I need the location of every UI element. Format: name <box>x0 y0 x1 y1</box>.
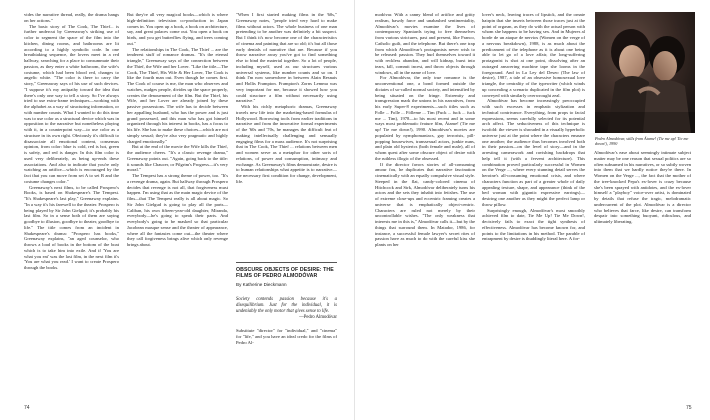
epigraph <box>236 297 337 320</box>
right-column-3 <box>594 150 691 402</box>
paragraph: Greenaway's next films, to be called Prospero's Books, is based on Shakespeare's The Tempest. "It's Shakespeare's last play," Greenaway explains. "In a way it's his farewell to the theater. Prospero is being played by Sir John Gielgud; it's probably his last film. So in a sense both of them are saying goodbye to illusion, goodbye to theater, goodbye to life." The title comes from an incident in Shakespeare's drama: "Prospero has books," Greenaway explains, "an aged counselor, who throws a load of books in the bottom of the boat which is to take him into exile. And if 'You are what you eat' was the last film, in the next film it's 'You are what you read.' I want to create Prospero through the books. <box>24 184 119 270</box>
paragraph: Almodóvar's ease about seemingly intimate subject matter may be one reason that sexual politics are so often subsumed in his narratives, or so subtly woven into them that we hardly notice they're there. In Women on the Verge ..., the fact that the mother of the tree-knocked Pepa's ex-lover is crazy because she's been sprayed with antidotes, and the ex-lover himself a "playboy" voice-over artist, is dominated by details that refuse the tragic, melodramatic undercurrent of the plot. Almodóvar is a director who believes that farce, like desire, can transform despair into something buoyant, ridiculous, and ultimately liberating. <box>594 150 691 224</box>
epigraph-attribution: —Pedro Almodóvar <box>299 314 337 320</box>
paragraph: But at the end of the movie the Wife kills the Thief, the audience cheers. "It's a classic revenge drama," Greenaway points out. "Again, going back to the title: it sounds like Chaucer, or Pilgrim's Progress—it's very moral." <box>127 144 228 173</box>
article-title: OBSCURE OBJECTS OF DESIRE: THE FILMS OF PEDRO ALMODÓVAR <box>236 267 334 280</box>
paragraph: Surprisingly enough, Almodóvar's most smoothly achieved film to date, Tie Me Up! Tie Me Down!, decisively fails to exact the tight synthesis of effectiveness. Almodóvar has become known for, and points to the limitations in his method. The parable of entrapment by desire is thuddingly literal here. A for- <box>482 207 585 242</box>
paragraph: But they're all very magical books—which is where high-definition television co-production in Japan comes in. You open up a book, a book on architecture, say, and great palaces come out. You open a book on birds, and you get butterflies flying, and trees coming out." <box>127 12 228 46</box>
photo-caption: Pedro Almodóvar, stills from Átame! (Tie me up! Tie me down!), 1990 <box>595 136 689 147</box>
article-opening <box>236 262 337 402</box>
right-column-2 <box>482 12 585 402</box>
divider <box>236 262 337 263</box>
paragraph: lover's neck, leaving traces of lipstick, and the ornate hairpin that she inserts between those traces just at the point of orgasm, as they do with the actual person with whom she happens to be having sex. And in Mujeres al borde de un ataque de nervios (Women on the verge of a nervous breakdown), 1988, is as much about the predicament of the telephone as it is about one being able to let go of a love affair, the long-suffering protagonist is shot at one point, dissolving after an outraged answering machine tape she looms in the foreground. And in La Ley del Deseo (The law of desire), 1987, a tale of an obsessive homosexual love triangle, the centrality of the typewriter (which winds up concealing a scenario duplicated in the film plot) is conveyed with similarly overwrought zeal. <box>482 12 585 98</box>
paragraph: The basic story of The Cook, The Thief... is further undercut by Greenaway's striking use of color to segment the space of the film into the kitchen, dining rooms, and bathrooms are lit according to a highly symbolic code. In one breathtaking sequence, the lovers meet in a red hallway, searching for a place to consummate their passion, as they enter a white bathroom, the wife's costume, which had been blood red, changes to angelic white. "The color is there to carry the story," Greenaway says of his use of such devices. "I suppose it's my antipathy toward the idea that there's only one way to tell a story. So I've always tried to use extra-frame techniques—working with the alphabet as a way of structuring information, or with number counts. What I wanted to do this time was to use color as a structural device which was in opposition to the narrative but nonetheless playing with it, in a counterpoint way—to use color as a structure in its own right. Obviously it's difficult to disassociate all emotional content, consensus opinion, from color: blue is cold, red is hot, green is safety, and red is danger. In this film color is used very deliberately, as being up-ends these associations. And also to indicate that you're only watching an artifice—which is encouraged by the fact that you can move from set A to set B and the costume changes color." <box>24 23 119 184</box>
paragraph: Almodóvar has become increasingly preoccupied with such excesses in emphatic stylization and technical contrivance. Everything, from props to facial expressions, seems carefully selected for its potential arch affect. The seductiveness of this technique is twofold: the viewer is shrouded in a visually hyperbolic universe just at the point where the characters ensnare one another; the audience thus becomes involved both in their passion—on the level of story—and in the arresting camerawork and ravishing backdrops that help tell it (with a fervent architecture). This combination proved particularly successful in Women on the Verge ..., where every stunning detail serves the heroine's all-consuming emotional crisis, and where characters function as part of a greater whole of daily appealing texture, shape, and appearance (think of the bed woman with gigantic expressive earrings)—desiring one another as they might the perfect lamp or throw pillow. <box>482 98 585 207</box>
epigraph-text: Society contends passion because it's a disequilibrium. Just for the individual, it is undeniably the only motor that gives sense to life. <box>236 297 337 314</box>
paragraph: "When I first started making films in the '60s," Greenaway notes, "people tried very hard to make films without actors. The whole business of one man pretending to be another was definitely a bit suspect. But I think it's now become one of the characteristics of cinema and painting that are so old; it's but all those early denials of narrative that are. Because if you throw narrative away you've got to find something else to bind the material together. So a lot of people, including myself, used as our structures various universal systems, like number counts and so on. I think I'm now somewhere in between Alain Resnais and Hollis Frampton. Frampton's Zorns Lemma was very important for me, because it showed how you could structure a film without necessarily using narrative." <box>236 12 337 104</box>
page-number: 74 <box>24 405 30 411</box>
film-still-photo <box>595 12 695 133</box>
left-column-2 <box>127 12 228 402</box>
paragraph: vides the narrative thread, really, the drama hangs on her actions." <box>24 12 119 23</box>
paragraph: The relationships in The Cook, The Thief ... are the tenderest stuff of romance dramas. "It's the eternal triangle," Greenaway says of the connection between the Thief, the Wife and her Lover. "Like the title—The Cook, The Thief, His Wife & Her Lover, The Cook is like the fourth man out. Even though he comes first. The Cook of course is me, the man who observes and watches, nudges people, divides up the space properly, creates the denouement of the film. But the Thief, his Wife, and her Lover are already joined by these passive possessions. The wife has to decide between her appalling husband, who has the power and is just grand possessed, and this man who has got himself organized through his interest in books, has a focus to his life. She has to make these choices—which are not simply sexual; they're also very pragmatic and highly charged emotionally." <box>127 46 228 144</box>
paragraph: If the director favors stories of all-consuming amour fou, he duplicates that narrative fascination cinematically with an equally compulsive visual style. Steeped in the flat, candy-colored cinema of Hitchcock and Sirk, Almodóvar deliberately turns his actors and the sets they inhabit into fetishes. The use of extreme close-ups and eccentric framing creates a universe that is emphatically object-centric. Characters are ruled not merely by their uncontrollable wishes. "The only weakness that interests me in this is," Almodóvar calls it—but by the things that surround them. In Matador, 1986, for instance, a successful female lawyer's secret rites of passion have as much to do with the careful kiss she plants on her <box>375 161 475 247</box>
left-column-1 <box>24 12 119 402</box>
article-byline: By Katherine Dieckmann <box>236 282 287 288</box>
film-still-image <box>595 12 695 133</box>
paragraph: The Tempest has a strong theme of power, too. "It's a revenge drama, again. But halfway through Prospero decides that revenge is not all, that forgiveness must happen. I'm using that as the main magic device of the film—that The Tempest really is all about magic. So Sir John Gielgud is going to play all the parts—Caliban, his own fifteen-year-old daughter, Miranda, everybody—he's going to speak their parts. And everybody's going to be masked so that particular Jacobean masque sense and the theater of appearance, where all the fantasies come out—the theater where they call forgiveness brings alive which only revenge brings about. <box>127 173 228 247</box>
paragraph: modóvar. With a canny blend of artifice and gritty realism, bawdy farce and unabashed sentimentality, Almodóvar's movies examine the lives of contemporary Spaniards trying to free themselves from various strictures, past and present, like Franco, Catholic guilt, and the telephone. But there's one trap from which Almodóvar's protagonists never wish to be released: passion. They hurl themselves toward it with reckless abandon, and will kidnap, burst into tears, kill, commit incest, and throw objects through windows, all in the name of love. <box>375 12 475 75</box>
article-body <box>236 328 337 345</box>
paragraph: Substitute "director" for "individual," and "cinema" for "life," and you have an ideal credo for the films of Pedro Al- <box>236 328 337 345</box>
paragraph: For Almodóvar, the only true romance is the unconventional one, a bond formed outside the dictates of so-called normal society, and intensified by being situated on the fringe. Extremity and transgression mark the unions in his narratives, from his early Super-8 experiments—such titles such as Folle ... Folle ... Fólleme ... Tim (Fuck ... fuck ... fuck me ... Tim), 1978—to his most recent and in some ways most problematic feature film, Átame! (Tie me up! Tie me down!), 1990. Almodóvar's movies are populated by nymphomaniacs, gay terrorists, pill-popping housewives, transsexual actors, junkie nuns, and plain old hysterics (both female and male), all of whom quest after some obscure object of desire with the ruthless illogic of the obsessed. <box>375 75 475 161</box>
left-column-3 <box>236 12 337 262</box>
paragraph: With his richly metaphoric dramas, Greenaway travels new life into the marketing-based formulas of Hollywood. Borrowing tools from earlier traditions in narrative and from the innovative formal experiments of the '60s and '70s, he manages the difficult feat of making intellectually challenging and sensually engaging films for a mass audience. It's not surprising that in The Cook, The Thief ... relations between men and women serve as a metaphor for other sorts of relations, of power and consumption, intimacy and exchange. As Greenaway's films demonstrate, desire is to human relationships what appetite is to narrative—the necessary first condition for change, development, life. <box>236 104 337 184</box>
page-number: 75 <box>686 405 692 411</box>
right-column-1 <box>375 12 475 402</box>
